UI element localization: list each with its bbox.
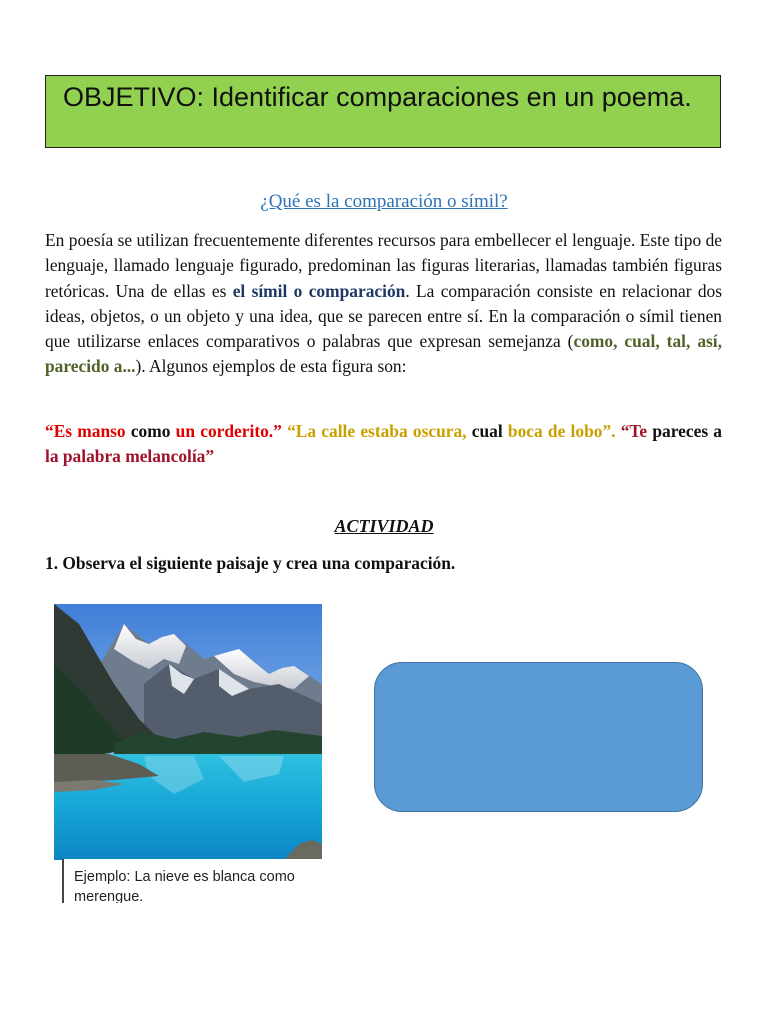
example-1-object: un corderito.”	[175, 421, 282, 441]
example-1-connector: como	[125, 421, 176, 441]
answer-box[interactable]	[374, 662, 703, 812]
example-2-connector: cual	[466, 421, 508, 441]
highlight-simil: el símil o comparación	[232, 280, 406, 301]
example-1-subject: “Es manso	[45, 421, 126, 441]
caption-line-1: Ejemplo: La nieve es blanca como	[74, 869, 295, 885]
landscape-image	[54, 604, 322, 860]
activity-title: ACTIVIDAD	[334, 516, 434, 536]
objective-text: OBJETIVO: Identificar comparaciones en un poema.	[63, 82, 692, 112]
caption-line-2: merengue.	[74, 889, 144, 903]
image-caption	[62, 859, 328, 903]
highlight-connectors: como, cual, tal, así, parecido a...	[45, 331, 722, 377]
examples-block	[45, 419, 722, 469]
paragraph-text-1: En poesía se utilizan frecuentemente diferentes recursos para embellecer el lenguaje. Este tipo de lenguaje, llamado lenguaje figurado, predominan las figuras literarias, llamadas también figuras retóricas. Una de ellas es	[45, 230, 722, 301]
example-3-object: la palabra melancolía”	[45, 446, 215, 466]
paragraph-text-3: ). Algunos ejemplos de esta figura son:	[135, 356, 407, 377]
example-2-object: boca de lobo”.	[507, 421, 616, 441]
example-3-subject: “Te	[615, 421, 648, 441]
activity-question: 1. Observa el siguiente paisaje y crea una comparación.	[45, 553, 456, 573]
paragraph-text-2: . La comparación consiste en relacionar dos ideas, objetos, o un objeto y una idea, que se parecen entre sí. En la comparación o símil tienen que utilizarse enlaces comparativos o palabras que expresan semejanza (	[45, 280, 723, 352]
explanation-paragraph	[45, 228, 722, 380]
example-3-connector: pareces a	[647, 421, 723, 441]
section-title: ¿Qué es la comparación o símil?	[260, 191, 508, 212]
objective-banner	[45, 75, 721, 148]
example-2-subject: “La calle estaba oscura,	[281, 421, 467, 441]
